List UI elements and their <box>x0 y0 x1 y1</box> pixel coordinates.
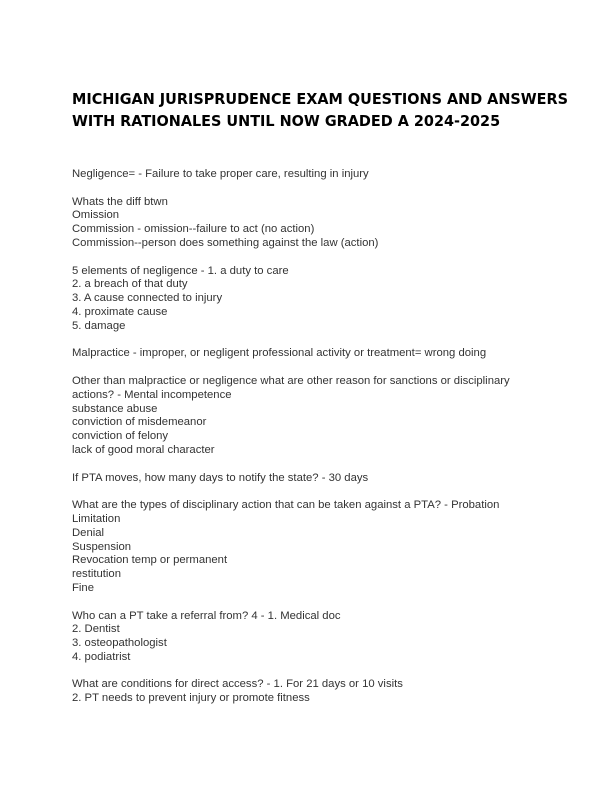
qa-entry <box>72 168 552 182</box>
qa-entry <box>72 678 552 706</box>
title-line-2: WITH RATIONALES UNTIL NOW GRADED A 2024-2025 <box>72 112 501 130</box>
qa-entry <box>72 375 552 458</box>
qa-line: Omission <box>72 209 120 222</box>
title-line-1: MICHIGAN JURISPRUDENCE EXAM QUESTIONS AND ANSWERS <box>72 90 569 108</box>
qa-entry <box>72 472 552 486</box>
qa-line: What are the types of disciplinary action that can be taken against a PTA? - Probation <box>72 499 500 512</box>
qa-line: Limitation <box>72 512 121 525</box>
qa-entry <box>72 347 552 361</box>
qa-line: restitution <box>72 568 121 581</box>
qa-line: actions? - Mental incompetence <box>72 388 232 401</box>
qa-line: substance abuse <box>72 402 158 415</box>
qa-line: Other than malpractice or negligence what are other reason for sanctions or disciplinary <box>72 374 510 387</box>
qa-line: Suspension <box>72 540 132 553</box>
qa-line: conviction of felony <box>72 430 169 443</box>
qa-list <box>72 168 552 720</box>
qa-line: Commission - omission--failure to act (no action) <box>72 223 315 236</box>
qa-line: Whats the diff btwn <box>72 195 168 208</box>
qa-line: 2. Dentist <box>72 623 120 636</box>
qa-line: lack of good moral character <box>72 443 215 456</box>
qa-line: conviction of misdemeanor <box>72 416 207 429</box>
qa-line: Who can a PT take a referral from? 4 - 1. Medical doc <box>72 609 341 622</box>
qa-line: Revocation temp or permanent <box>72 554 228 567</box>
qa-line: What are conditions for direct access? - 1. For 21 days or 10 visits <box>72 678 403 691</box>
qa-line: Negligence= - Failure to take proper care, resulting in injury <box>72 168 369 180</box>
qa-entry <box>72 265 552 334</box>
qa-line: 5. damage <box>72 319 126 332</box>
qa-line: Commission--person does something against the law (action) <box>72 236 379 249</box>
qa-line: Fine <box>72 581 94 594</box>
qa-entry <box>72 610 552 665</box>
qa-line: Malpractice - improper, or negligent professional activity or treatment= wrong doing <box>72 347 487 360</box>
qa-line: If PTA moves, how many days to notify the state? - 30 days <box>72 471 369 484</box>
qa-line: 5 elements of negligence - 1. a duty to care <box>72 264 289 277</box>
qa-line: 3. osteopathologist <box>72 637 167 650</box>
qa-line: 3. A cause connected to injury <box>72 292 223 305</box>
qa-line: 4. proximate cause <box>72 305 168 318</box>
qa-entry <box>72 196 552 251</box>
document-title <box>72 88 569 132</box>
qa-line: Denial <box>72 526 105 539</box>
qa-line: 4. podiatrist <box>72 650 131 663</box>
qa-line: 2. a breach of that duty <box>72 278 188 291</box>
qa-line: 2. PT needs to prevent injury or promote fitness <box>72 692 310 705</box>
qa-entry <box>72 499 552 596</box>
